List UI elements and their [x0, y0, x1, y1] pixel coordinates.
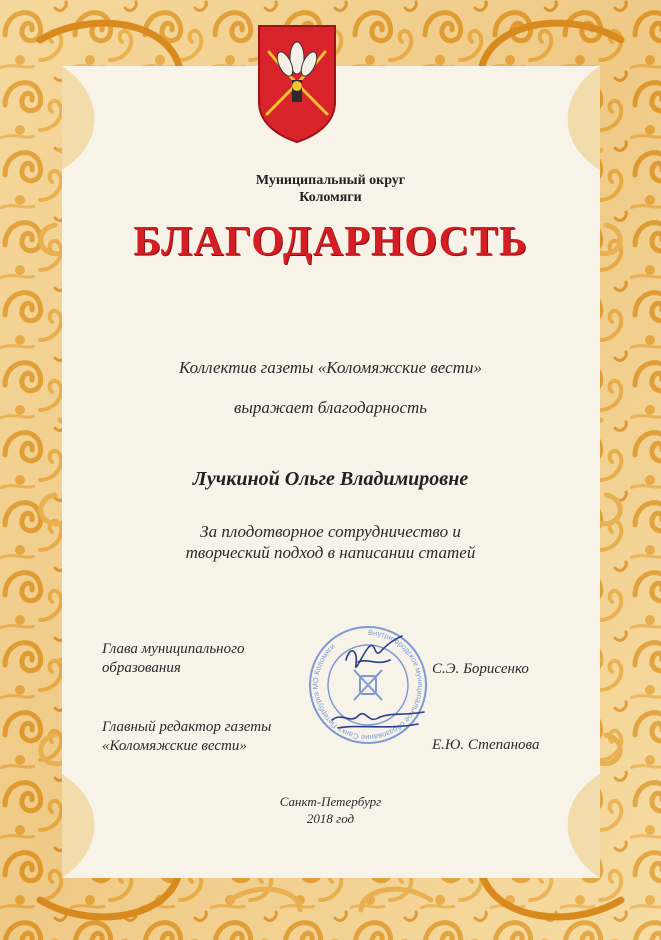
signature-role-1-line-1: Глава муниципального — [102, 641, 245, 657]
signature-name-1: С.Э. Борисенко — [432, 661, 529, 677]
footer-city: Санкт-Петербург — [279, 794, 382, 809]
coat-of-arms-icon — [255, 22, 339, 144]
signature-role-1-line-2: образования — [102, 660, 181, 676]
reason-text — [0, 521, 661, 563]
body-line-1: Коллектив газеты «Коломяжские вести» — [179, 358, 482, 377]
signature-name-2: Е.Ю. Степанова — [432, 737, 540, 753]
signature-role-2-line-2: «Коломяжские вести» — [102, 738, 247, 754]
reason-line-1: За плодотворное сотрудничество и — [200, 522, 461, 541]
round-seal-stamp — [298, 620, 438, 750]
body-line-2: выражает благодарность — [233, 398, 428, 417]
signature-role-2 — [102, 718, 271, 756]
reason-line-2: творческий подход в написании статей — [185, 543, 476, 562]
recipient-name: Лучкиной Ольге Владимировне — [192, 468, 469, 490]
signature-role-2-line-1: Главный редактор газеты — [102, 719, 272, 735]
certificate-title: БЛАГОДАРНОСТЬ — [133, 219, 528, 265]
municipal-line-1: Муниципальный округ — [255, 173, 406, 188]
footer-year: 2018 год — [306, 811, 355, 826]
municipal-line-2: Коломяги — [299, 190, 362, 205]
stamp-ring-text: Внутригородское муниципальное образование Санкт-Петербурга МО Коломяги — [310, 627, 425, 743]
signature-role-1 — [102, 640, 244, 678]
footer-place-date — [0, 793, 661, 827]
municipal-district — [0, 172, 661, 206]
